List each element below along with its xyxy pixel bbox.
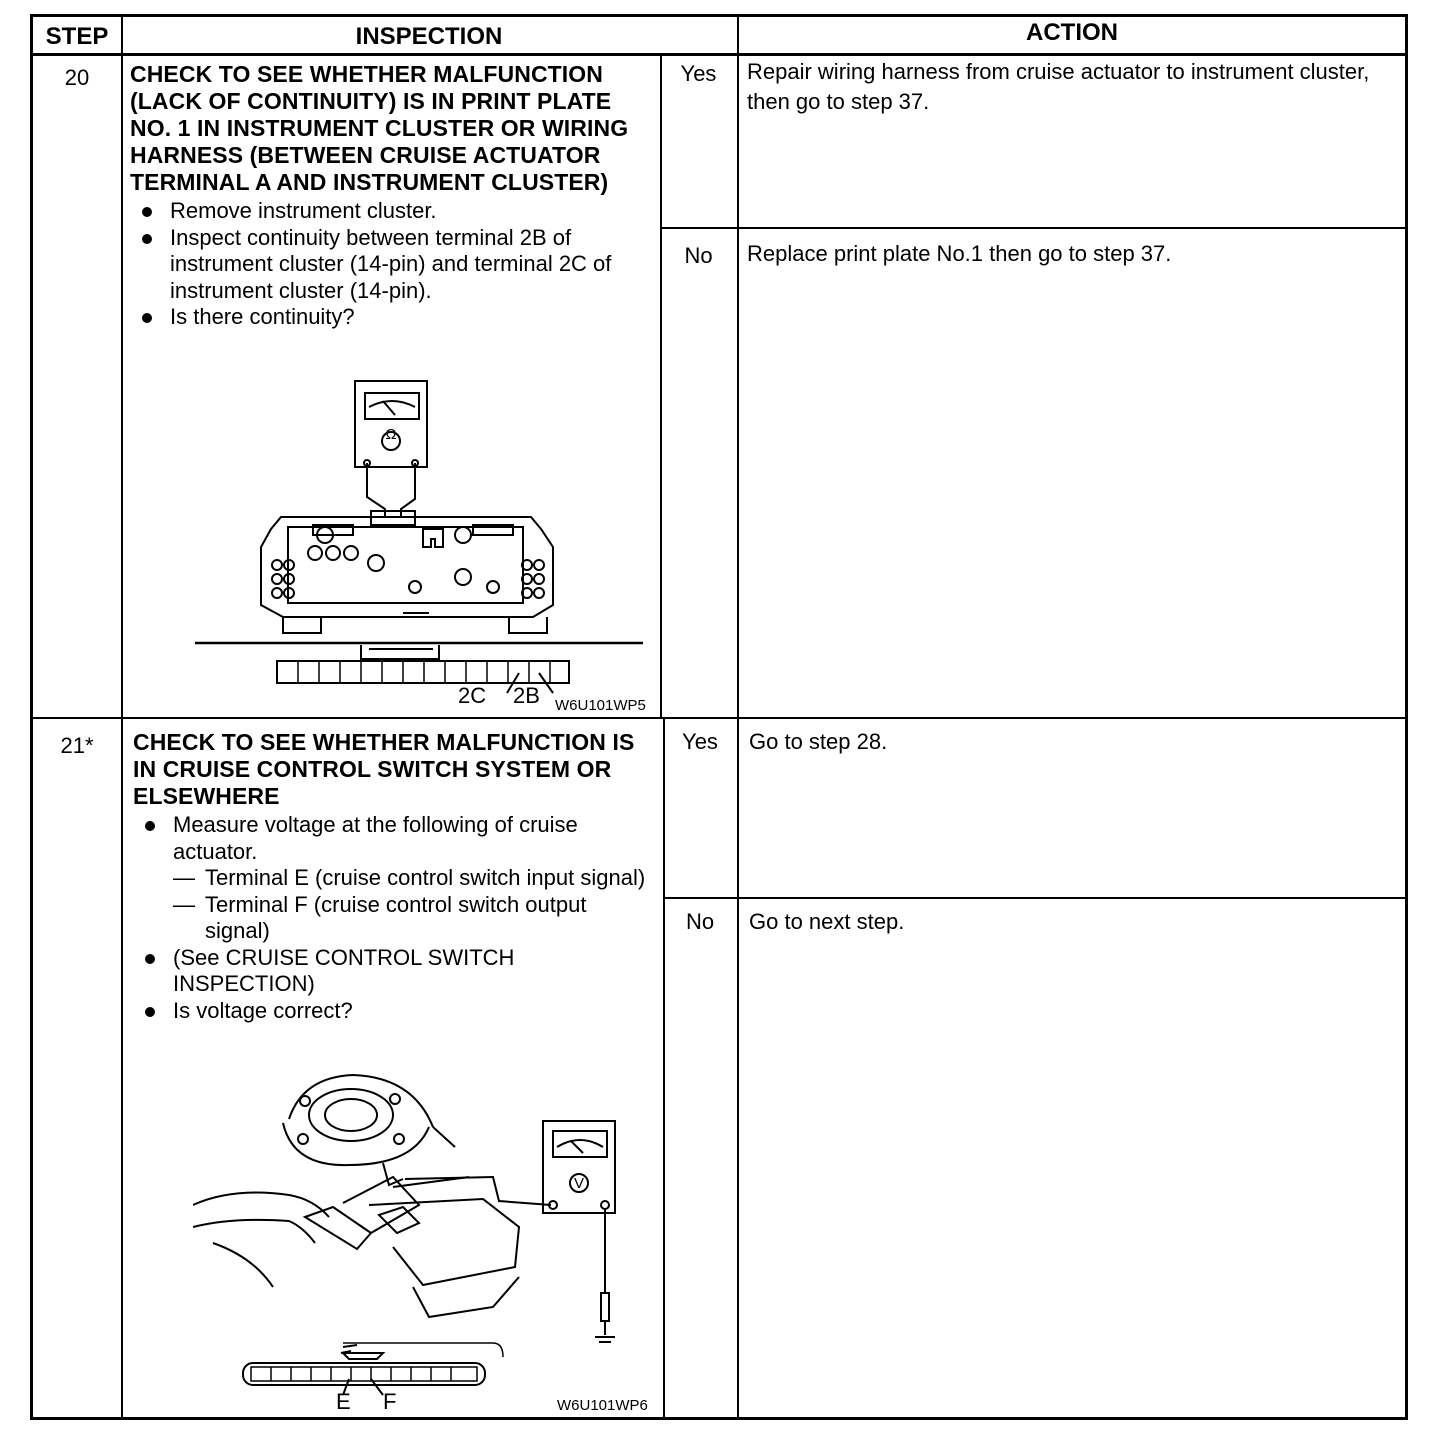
row2-figure-label-f: F <box>383 1389 397 1414</box>
row1-title: CHECK TO SEE WHETHER MALFUNCTION (LACK OF CONTINUITY) IS IN PRINT PLATE NO. 1 IN INSTRUMENT CLUSTER OR WIRING HARNESS (BETWEEN CRUISE ACTUATOR TERMINAL A AND INSTRUMENT CLUSTER) <box>130 61 629 195</box>
row2-step: 21* <box>60 733 94 758</box>
row2-yes-action: Go to step 28. <box>749 729 888 754</box>
row-divider <box>33 717 1405 719</box>
row2-yes-label: Yes <box>682 729 718 754</box>
row2-figure-voltmeter-actuator <box>193 1067 663 1407</box>
row1-yes-action: Repair wiring harness from cruise actuator to instrument cluster, then go to step 37. <box>747 59 1370 114</box>
yesno-divider-row1 <box>660 53 662 717</box>
row1-no-action: Replace print plate No.1 then go to step 37. <box>747 241 1172 266</box>
row2-sub-2: — Terminal F (cruise control switch output signal) <box>173 892 653 945</box>
row1-bullets <box>130 198 650 331</box>
header-inspection: INSPECTION <box>355 23 503 50</box>
row2-bullet-2: (See CRUISE CONTROL SWITCH INSPECTION) <box>133 945 653 998</box>
row1-yes-no-divider <box>660 227 1405 229</box>
row1-figure-code: W6U101WP5 <box>555 697 646 714</box>
header-action: ACTION <box>1026 19 1118 46</box>
row1-bullet-2: Inspect continuity between terminal 2B of instrument cluster (14-pin) and terminal 2C of instrument cluster (14-pin). <box>130 225 650 305</box>
row2-yes-no-divider <box>663 897 1405 899</box>
row2-bullet-3: Is voltage correct? <box>133 998 653 1025</box>
header-step: STEP <box>45 23 109 50</box>
row2-sub-1: — Terminal E (cruise control switch input signal) <box>173 865 653 892</box>
row1-no-label: No <box>684 243 713 268</box>
row1-yes-label: Yes <box>680 61 717 86</box>
row1-inspection <box>130 61 650 331</box>
row2-no-label: No <box>685 909 715 934</box>
row1-figure-meter-symbol: Ω <box>385 426 397 443</box>
row1-figure-label-2c: 2C <box>458 683 487 708</box>
row2-bullet-1-text: Measure voltage at the following of cruise actuator. <box>173 812 578 864</box>
row2-no-action: Go to next step. <box>749 909 905 934</box>
row2-figure-label-e: E <box>336 1389 351 1414</box>
row2-figure-code: W6U101WP6 <box>557 1397 648 1414</box>
row2-figure-meter-symbol: V <box>573 1175 584 1192</box>
row2-bullet-1 <box>133 812 653 945</box>
row1-bullet-1: Remove instrument cluster. <box>130 198 650 225</box>
inspection-table <box>30 14 1408 1420</box>
row1-bullet-3: Is there continuity? <box>130 304 650 331</box>
row2-bullets <box>133 812 653 1024</box>
row1-step: 20 <box>64 65 90 90</box>
row2-title: CHECK TO SEE WHETHER MALFUNCTION IS IN CRUISE CONTROL SWITCH SYSTEM OR ELSEWHERE <box>133 729 635 809</box>
row1-figure-label-2b: 2B <box>513 683 540 708</box>
header-divider <box>33 53 1405 56</box>
row2-inspection <box>133 729 653 1024</box>
yesno-divider-row2 <box>663 717 665 1417</box>
